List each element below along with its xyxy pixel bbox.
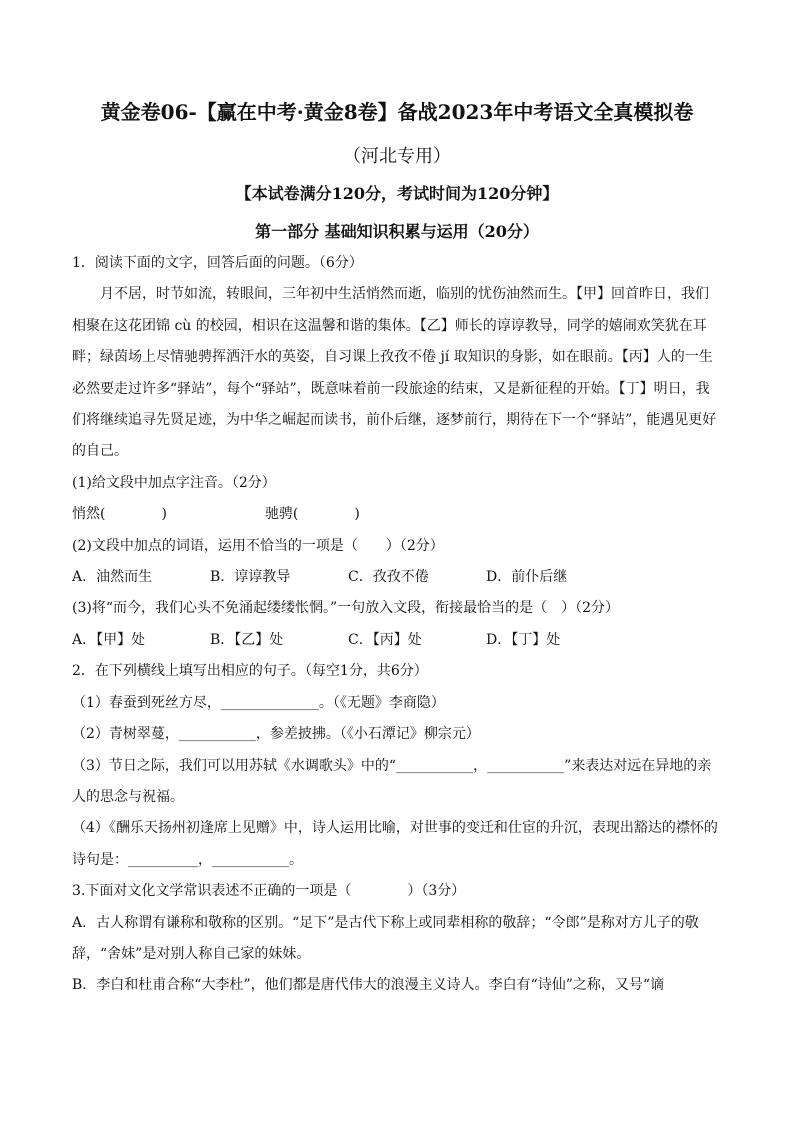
q1-sub2-options [72,562,722,593]
option-d: D．【丁】处 [486,631,561,648]
exam-info: 【本试卷满分120分，考试时间为120分钟】 [235,184,559,203]
questions [72,248,722,1002]
q1-sub1-b: 驰骋( ) [264,506,360,523]
q2-item-4: （4）《酬乐天扬州初逢席上见赠》中，诗人运用比喻，对世事的变迁和仕宦的升沉，表现出豁达的襟怀的诗句是：__________，___________。 [72,820,718,868]
q2-stem: 2．在下列横线上填写出相应的句子。（每空1分，共6分） [72,663,428,680]
exam-page [72,98,722,1002]
option-d: D．前仆后继 [486,569,568,586]
q3-option-a: A．古人称谓有谦称和敬称的区别。“足下”是古代下称上或同辈相称的敬辞；“令郎”是称对方儿子的敬辞，“舍妹”是对别人称自己家的妹妹。 [72,914,699,962]
option-b: B．谆谆教导 [210,569,291,586]
q1-sub3-options [72,625,722,656]
q1-stem: 1．阅读下面的文字，回答后面的问题。（6分） [72,255,363,271]
q1-sub1: (1)给文段中加点字注音。（2分） [72,474,276,491]
option-a: A．油然而生 [72,569,153,586]
section-heading: 第一部分 基础知识积累与运用（20分） [255,222,539,241]
q2-item-1: （1）春蚕到死丝方尽，______________。（《无题》李商隐） [72,694,445,711]
option-b: B．【乙】处 [210,631,284,648]
q2-item-2: （2）青树翠蔓，___________，参差披拂。（《小石潭记》柳宗元） [72,726,480,743]
exam-title: 黄金卷06-【赢在中考·黄金8卷】备战2023年中考语文全真模拟卷 [100,100,694,124]
q3-option-b: B．李白和杜甫合称“大李杜”，他们都是唐代伟大的浪漫主义诗人。李白有“诗仙”之称，又号“谪 [72,977,665,994]
q2-item-3: （3）节日之际，我们可以用苏轼《水调歌头》中的“___________，___________”来表达对远在异地的亲人的思念与祝福。 [72,757,712,805]
q1-sub3: (3)将“而今，我们心头不免涌起缕缕怅惘。”一句放入文段，衔接最恰当的是（ ）（2分） [72,600,620,617]
option-c: C．孜孜不倦 [348,569,429,586]
option-a: A．【甲】处 [72,631,146,648]
q1-sub2: (2)文段中加点的词语，运用不恰当的一项是（ ）（2分） [72,537,444,554]
q1-sub1-a: 悄然( ) [72,506,167,523]
option-c: C．【丙】处 [348,631,422,648]
q3-stem: 3.下面对文化文学常识表述不正确的一项是（ ）（3分） [72,883,466,900]
q1-sub1-answers [72,499,722,530]
q1-passage: 月不居，时节如流，转眼间，三年初中生活悄然而逝，临别的忧伤油然而生。【甲】回首昨日，我们相聚在这花团锦 cù 的校园，相识在这温馨和谐的集体。【乙】师长的谆谆教导，同学的嬉闹欢笑犹在耳畔；绿茵场上尽情驰骋挥洒汗水的英姿，自习课上孜孜不倦 jí 取知识的身影，如在眼前。【丙】人的一生必然要走过许多“驿站”，每个“驿站”，既意味着前一段旅途的结束，又是新征程的开始。【丁】明日，我们将继续追寻先贤足迹，为中华之崛起而读书，前仆后继，逐梦前行，期待在下一个“驿站”，能遇见更好的自己。 [72,286,717,460]
exam-subtitle: （河北专用） [343,146,451,167]
